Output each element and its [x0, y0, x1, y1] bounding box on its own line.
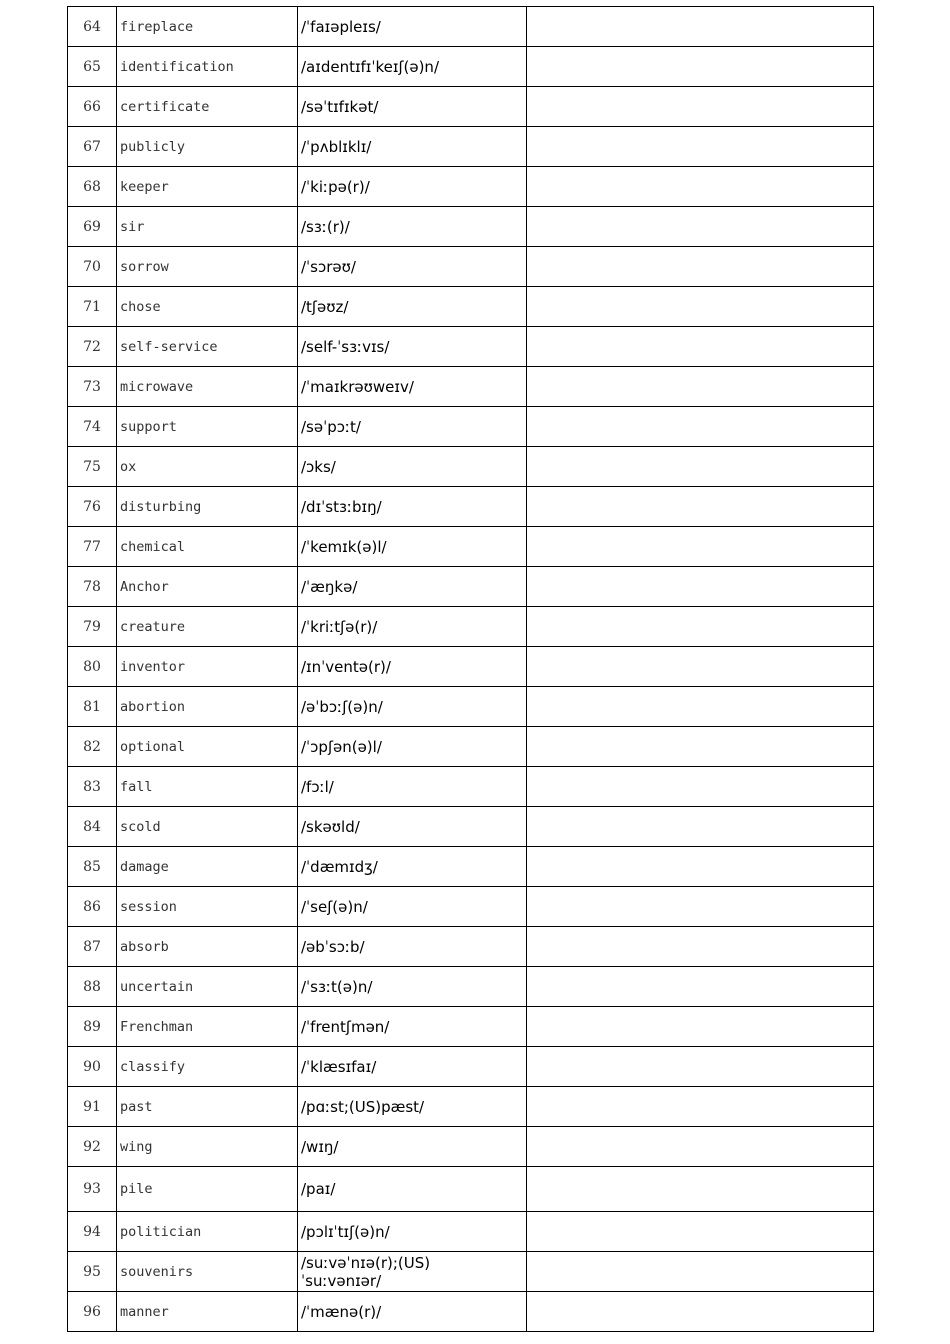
row-number: 94	[68, 1212, 117, 1252]
vocabulary-table-body	[68, 7, 874, 1332]
pronunciation-cell: /ˈseʃ(ə)n/	[298, 887, 527, 927]
pronunciation-cell: /ˈmænə(r)/	[298, 1292, 527, 1332]
table-row	[68, 767, 874, 807]
word-cell: identification	[117, 47, 298, 87]
pronunciation-cell: /paɪ/	[298, 1167, 527, 1212]
word-cell: wing	[117, 1127, 298, 1167]
word-cell: optional	[117, 727, 298, 767]
table-row	[68, 87, 874, 127]
blank-answer-cell	[527, 1007, 874, 1047]
word-cell: keeper	[117, 167, 298, 207]
word-cell: sir	[117, 207, 298, 247]
row-number: 82	[68, 727, 117, 767]
blank-answer-cell	[527, 727, 874, 767]
word-cell: session	[117, 887, 298, 927]
row-number: 89	[68, 1007, 117, 1047]
blank-answer-cell	[527, 47, 874, 87]
row-number: 84	[68, 807, 117, 847]
pronunciation-cell: /wɪŋ/	[298, 1127, 527, 1167]
pronunciation-cell: /ɪnˈventə(r)/	[298, 647, 527, 687]
row-number: 72	[68, 327, 117, 367]
pronunciation-cell: /pɑːst;(US)pæst/	[298, 1087, 527, 1127]
row-number: 91	[68, 1087, 117, 1127]
row-number: 76	[68, 487, 117, 527]
blank-answer-cell	[527, 287, 874, 327]
word-cell: chose	[117, 287, 298, 327]
blank-answer-cell	[527, 1047, 874, 1087]
pronunciation-cell: /aɪdentɪfɪˈkeɪʃ(ə)n/	[298, 47, 527, 87]
table-row	[68, 647, 874, 687]
row-number: 88	[68, 967, 117, 1007]
table-row	[68, 327, 874, 367]
word-cell: chemical	[117, 527, 298, 567]
row-number: 77	[68, 527, 117, 567]
pronunciation-cell: /self-ˈsɜːvɪs/	[298, 327, 527, 367]
row-number: 95	[68, 1252, 117, 1292]
blank-answer-cell	[527, 807, 874, 847]
pronunciation-cell: /ˈpʌblɪklɪ/	[298, 127, 527, 167]
word-cell: absorb	[117, 927, 298, 967]
row-number: 90	[68, 1047, 117, 1087]
table-row	[68, 967, 874, 1007]
table-row	[68, 1047, 874, 1087]
word-cell: publicly	[117, 127, 298, 167]
blank-answer-cell	[527, 87, 874, 127]
blank-answer-cell	[527, 687, 874, 727]
word-cell: damage	[117, 847, 298, 887]
word-cell: manner	[117, 1292, 298, 1332]
row-number: 81	[68, 687, 117, 727]
word-cell: souvenirs	[117, 1252, 298, 1292]
vocabulary-table	[67, 6, 874, 1332]
row-number: 80	[68, 647, 117, 687]
table-row	[68, 887, 874, 927]
word-cell: sorrow	[117, 247, 298, 287]
table-row	[68, 1167, 874, 1212]
blank-answer-cell	[527, 487, 874, 527]
blank-answer-cell	[527, 1167, 874, 1212]
blank-answer-cell	[527, 607, 874, 647]
blank-answer-cell	[527, 1127, 874, 1167]
row-number: 74	[68, 407, 117, 447]
blank-answer-cell	[527, 1292, 874, 1332]
pronunciation-cell: /ɔks/	[298, 447, 527, 487]
pronunciation-cell: /ˈɔpʃən(ə)l/	[298, 727, 527, 767]
table-row	[68, 247, 874, 287]
row-number: 73	[68, 367, 117, 407]
pronunciation-cell: /ˈsɜːt(ə)n/	[298, 967, 527, 1007]
word-cell: disturbing	[117, 487, 298, 527]
word-cell: ox	[117, 447, 298, 487]
row-number: 65	[68, 47, 117, 87]
pronunciation-cell: /ˈdæmɪdʒ/	[298, 847, 527, 887]
word-cell: scold	[117, 807, 298, 847]
row-number: 67	[68, 127, 117, 167]
word-cell: inventor	[117, 647, 298, 687]
blank-answer-cell	[527, 927, 874, 967]
table-row	[68, 447, 874, 487]
pronunciation-cell: /tʃəʊz/	[298, 287, 527, 327]
blank-answer-cell	[527, 567, 874, 607]
blank-answer-cell	[527, 1087, 874, 1127]
table-row	[68, 727, 874, 767]
row-number: 86	[68, 887, 117, 927]
table-row	[68, 1252, 874, 1292]
blank-answer-cell	[527, 1252, 874, 1292]
pronunciation-cell: /suːvəˈnɪə(r);(US) ˈsuːvənɪər/	[298, 1252, 527, 1292]
blank-answer-cell	[527, 327, 874, 367]
table-row	[68, 1212, 874, 1252]
pronunciation-cell: /ˈkiːpə(r)/	[298, 167, 527, 207]
blank-answer-cell	[527, 1212, 874, 1252]
table-row	[68, 407, 874, 447]
blank-answer-cell	[527, 247, 874, 287]
word-cell: creature	[117, 607, 298, 647]
pronunciation-cell: /sɜː(r)/	[298, 207, 527, 247]
word-cell: fireplace	[117, 7, 298, 47]
pronunciation-cell: /səˈpɔːt/	[298, 407, 527, 447]
blank-answer-cell	[527, 767, 874, 807]
table-row	[68, 687, 874, 727]
word-cell: certificate	[117, 87, 298, 127]
word-cell: self-service	[117, 327, 298, 367]
table-row	[68, 487, 874, 527]
pronunciation-cell: /ˈklæsɪfaɪ/	[298, 1047, 527, 1087]
row-number: 64	[68, 7, 117, 47]
table-row	[68, 1292, 874, 1332]
pronunciation-cell: /ˈmaɪkrəʊweɪv/	[298, 367, 527, 407]
blank-answer-cell	[527, 127, 874, 167]
row-number: 75	[68, 447, 117, 487]
row-number: 96	[68, 1292, 117, 1332]
row-number: 66	[68, 87, 117, 127]
word-cell: past	[117, 1087, 298, 1127]
table-row	[68, 287, 874, 327]
word-cell: uncertain	[117, 967, 298, 1007]
pronunciation-cell: /skəʊld/	[298, 807, 527, 847]
blank-answer-cell	[527, 7, 874, 47]
row-number: 78	[68, 567, 117, 607]
blank-answer-cell	[527, 367, 874, 407]
pronunciation-cell: /ˈkemɪk(ə)l/	[298, 527, 527, 567]
row-number: 92	[68, 1127, 117, 1167]
blank-answer-cell	[527, 647, 874, 687]
word-cell: classify	[117, 1047, 298, 1087]
pronunciation-cell: /pɔlɪˈtɪʃ(ə)n/	[298, 1212, 527, 1252]
pronunciation-cell: /dɪˈstɜːbɪŋ/	[298, 487, 527, 527]
row-number: 68	[68, 167, 117, 207]
row-number: 85	[68, 847, 117, 887]
table-row	[68, 1087, 874, 1127]
row-number: 70	[68, 247, 117, 287]
blank-answer-cell	[527, 167, 874, 207]
table-row	[68, 167, 874, 207]
pronunciation-cell: /ˈkriːtʃə(r)/	[298, 607, 527, 647]
pronunciation-cell: /ˈæŋkə/	[298, 567, 527, 607]
table-row	[68, 567, 874, 607]
table-row	[68, 527, 874, 567]
table-row	[68, 47, 874, 87]
row-number: 93	[68, 1167, 117, 1212]
row-number: 71	[68, 287, 117, 327]
table-row	[68, 207, 874, 247]
pronunciation-cell: /ˈfrentʃmən/	[298, 1007, 527, 1047]
blank-answer-cell	[527, 967, 874, 1007]
table-row	[68, 7, 874, 47]
pronunciation-cell: /əbˈsɔːb/	[298, 927, 527, 967]
word-cell: support	[117, 407, 298, 447]
word-cell: politician	[117, 1212, 298, 1252]
pronunciation-cell: /səˈtɪfɪkət/	[298, 87, 527, 127]
pronunciation-cell: /fɔːl/	[298, 767, 527, 807]
table-row	[68, 847, 874, 887]
table-row	[68, 1127, 874, 1167]
word-cell: microwave	[117, 367, 298, 407]
word-cell: pile	[117, 1167, 298, 1212]
blank-answer-cell	[527, 527, 874, 567]
pronunciation-cell: /əˈbɔːʃ(ə)n/	[298, 687, 527, 727]
word-cell: abortion	[117, 687, 298, 727]
table-row	[68, 927, 874, 967]
table-row	[68, 127, 874, 167]
row-number: 69	[68, 207, 117, 247]
word-cell: Frenchman	[117, 1007, 298, 1047]
table-row	[68, 1007, 874, 1047]
word-cell: fall	[117, 767, 298, 807]
blank-answer-cell	[527, 887, 874, 927]
row-number: 83	[68, 767, 117, 807]
blank-answer-cell	[527, 407, 874, 447]
table-row	[68, 607, 874, 647]
blank-answer-cell	[527, 847, 874, 887]
table-row	[68, 367, 874, 407]
pronunciation-cell: /ˈfaɪəpleɪs/	[298, 7, 527, 47]
row-number: 87	[68, 927, 117, 967]
row-number: 79	[68, 607, 117, 647]
word-cell: Anchor	[117, 567, 298, 607]
pronunciation-cell: /ˈsɔrəʊ/	[298, 247, 527, 287]
table-row	[68, 807, 874, 847]
blank-answer-cell	[527, 207, 874, 247]
blank-answer-cell	[527, 447, 874, 487]
